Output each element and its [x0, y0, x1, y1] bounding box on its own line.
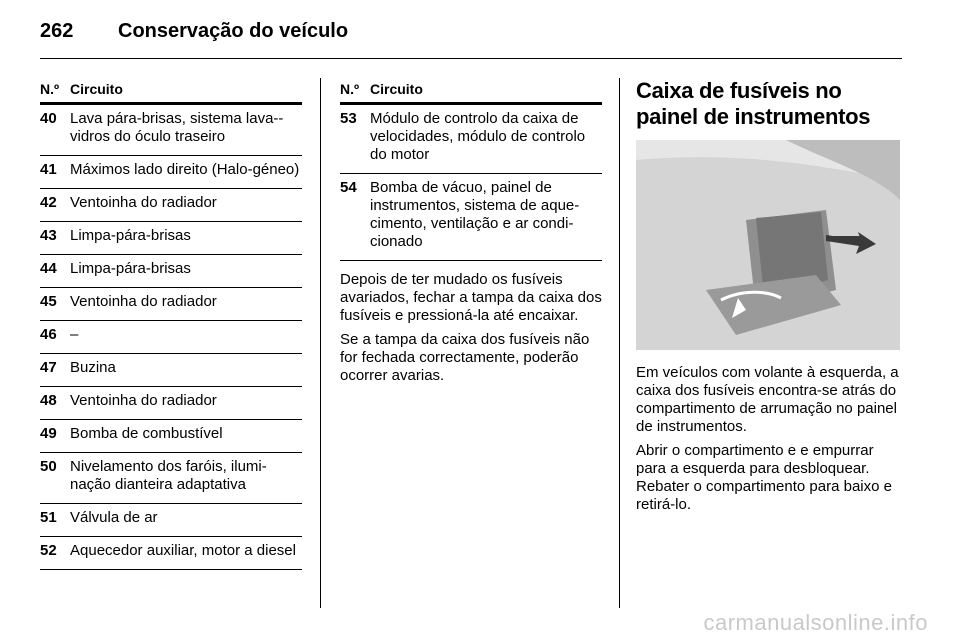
- table-row: [40, 321, 302, 353]
- table-row: [40, 354, 302, 386]
- table-row: [340, 174, 602, 260]
- circuit-description: Bomba de combustível: [70, 425, 223, 442]
- fuse-number: 52: [40, 542, 57, 559]
- column-divider: [619, 78, 620, 608]
- circuit-description: Aquecedor auxiliar, motor a diesel: [70, 542, 296, 559]
- fuse-number: 45: [40, 293, 57, 310]
- circuit-description: Bomba de vácuo, painel de instrumentos, sistema de aque-cimento, ventilação e ar condi-cionado: [370, 179, 580, 250]
- circuit-description: Nivelamento dos faróis, ilumi-nação dianteira adaptativa: [70, 458, 267, 493]
- fuse-number: 46: [40, 326, 57, 343]
- column-header-circuit: Circuito: [70, 81, 123, 97]
- row-divider: [340, 260, 602, 261]
- fuse-number: 44: [40, 260, 57, 277]
- fuse-number: 42: [40, 194, 57, 211]
- paragraph: Se a tampa da caixa dos fusíveis não for fechada correctamente, poderão ocorrer avarias.: [340, 331, 590, 384]
- table-body: [40, 105, 302, 570]
- circuit-description: Ventoinha do radiador: [70, 194, 217, 211]
- circuit-description: Módulo de controlo da caixa de velocidades, módulo de controlo do motor: [370, 110, 586, 163]
- paragraph: Depois de ter mudado os fusíveis avariados, fechar a tampa da caixa dos fusíveis e pressioná-la até encaixar.: [340, 271, 602, 324]
- table-row: [40, 105, 302, 155]
- page-number: 262: [40, 20, 74, 42]
- section-title: Caixa de fusíveis no painel de instrumentos: [636, 78, 871, 129]
- table-header: [340, 78, 602, 100]
- fuse-number: 48: [40, 392, 57, 409]
- header-divider: [40, 58, 902, 59]
- circuit-description: Buzina: [70, 359, 116, 376]
- fuse-number: 50: [40, 458, 57, 475]
- fuse-box-photo: [636, 140, 900, 350]
- table-row: [40, 288, 302, 320]
- table-header: [40, 78, 302, 100]
- fuse-table-right: [340, 78, 602, 391]
- circuit-description: –: [70, 326, 79, 343]
- middle-text: [340, 271, 602, 385]
- table-row: [40, 387, 302, 419]
- circuit-description: Ventoinha do radiador: [70, 392, 217, 409]
- paragraph: Abrir o compartimento e e empurrar para a esquerda para desbloquear. Rebater o compartimento para baixo e retirá-lo.: [636, 442, 892, 513]
- table-row: [40, 189, 302, 221]
- circuit-description: Limpa-pára-brisas: [70, 260, 191, 277]
- circuit-description: Válvula de ar: [70, 509, 158, 526]
- table-row: [40, 504, 302, 536]
- column-header-circuit: Circuito: [370, 81, 423, 97]
- circuit-description: Máximos lado direito (Halo-géneo): [70, 161, 300, 178]
- column-header-number: N.º: [340, 81, 360, 97]
- table-row: [40, 453, 302, 503]
- circuit-description: Ventoinha do radiador: [70, 293, 217, 310]
- circuit-description: Lava pára-brisas, sistema lava--vidros do óculo traseiro: [70, 110, 284, 145]
- section-text: [636, 364, 902, 514]
- fuse-number: 49: [40, 425, 57, 442]
- chapter-title: Conservação do veículo: [118, 20, 349, 42]
- page-header: [40, 12, 902, 56]
- table-row: [40, 156, 302, 188]
- fuse-box-illustration: [636, 140, 900, 350]
- watermark[interactable]: carmanualsonline.info: [703, 610, 928, 635]
- fuse-number: 41: [40, 161, 57, 178]
- table-row: [40, 222, 302, 254]
- table-row: [40, 537, 302, 569]
- fuse-number: 51: [40, 509, 57, 526]
- fuse-number: 54: [340, 179, 357, 196]
- section-column: [636, 78, 902, 520]
- row-divider: [40, 569, 302, 570]
- fuse-table-left: [40, 78, 302, 570]
- fuse-number: 47: [40, 359, 57, 376]
- fuse-number: 43: [40, 227, 57, 244]
- paragraph: Em veículos com volante à esquerda, a caixa dos fusíveis encontra-se atrás do compartimento de arrumação no painel de instrumentos.: [636, 364, 899, 435]
- column-header-number: N.º: [40, 81, 60, 97]
- table-row: [340, 105, 602, 173]
- table-row: [40, 420, 302, 452]
- fuse-number: 53: [340, 110, 357, 127]
- table-body: [340, 105, 602, 261]
- table-row: [40, 255, 302, 287]
- fuse-number: 40: [40, 110, 57, 127]
- column-divider: [320, 78, 321, 608]
- circuit-description: Limpa-pára-brisas: [70, 227, 191, 244]
